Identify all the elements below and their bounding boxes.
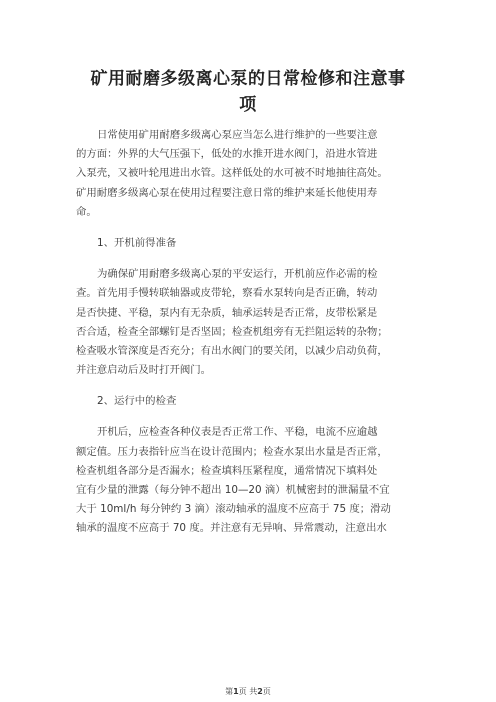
section-1-line: 是否快捷、平稳，泵内有无杂质，轴承运转是否正常，皮带松紧是 bbox=[76, 306, 378, 319]
footer-suffix: 页 bbox=[262, 687, 271, 696]
section-1-heading: 1、开机前得准备 bbox=[97, 236, 177, 249]
intro-line: 矿用耐磨多级离心泵在使用过程要注意日常的维护来延长他使用寿 bbox=[76, 186, 378, 199]
section-2-paragraph bbox=[76, 423, 436, 538]
section-2-line: 宜有少量的泄露（每分钟不超出 10—20 滴）机械密封的泄漏量不宜 bbox=[76, 484, 390, 496]
section-1-paragraph bbox=[76, 265, 436, 380]
section-2-heading: 2、运行中的检查 bbox=[97, 395, 177, 408]
intro-line: 命。 bbox=[76, 205, 97, 218]
intro-paragraph bbox=[76, 126, 436, 222]
section-1-line: 否合适，检查全部螺钉是否坚固；检查机组旁有无拦阻运转的杂物； bbox=[76, 325, 388, 338]
section-2-line: 轴承的温度不应高于 70 度。并注意有无异响、异常震动，注意出水 bbox=[76, 522, 387, 535]
section-2-line: 开机后，应检查各种仪表是否正常工作、平稳，电流不应逾越 bbox=[97, 426, 378, 439]
document-body bbox=[76, 126, 436, 539]
title-line-1: 矿用耐磨多级离心泵的日常检修和注意事 bbox=[90, 69, 406, 89]
section-2-line: 检查机组各部分是否漏水；检查填料压紧程度，通常情况下填料处 bbox=[76, 464, 378, 477]
document-title bbox=[60, 66, 436, 118]
current-page-number: 1 bbox=[233, 687, 239, 696]
section-1-line: 为确保矿用耐磨多级离心泵的平安运行，开机前应作必需的检 bbox=[97, 268, 378, 281]
section-1-line: 查。首先用手慢转联轴器或皮带轮，察看水泵转向是否正确，转动 bbox=[76, 287, 378, 300]
intro-line: 的方面：外界的大气压强下，低处的水推开进水阀门，沿进水管进 bbox=[76, 148, 378, 161]
section-1-line: 检查吸水管深度是否充分；有出水阀门的要关闭，以减少启动负荷， bbox=[76, 344, 388, 357]
section-1-line: 并注意启动后及时打开阀门。 bbox=[76, 364, 212, 377]
title-line-2: 项 bbox=[239, 95, 257, 115]
section-2-line: 额定值。压力表指针应当在设计范围内；检查水泵出水量是否正常， bbox=[76, 445, 388, 458]
footer-middle: 页 共 bbox=[238, 687, 258, 696]
section-2-line: 大于 10ml/h 每分钟约 3 滴）滚动轴承的温度不应高于 75 度；滑动 bbox=[76, 503, 391, 516]
intro-line: 入泵壳，又被叶轮甩进出水管。这样低处的水可被不时地抽往高处。 bbox=[76, 167, 388, 180]
footer-prefix: 第 bbox=[225, 687, 234, 696]
intro-line: 日常使用矿用耐磨多级离心泵应当怎么进行维护的一些要注意 bbox=[97, 129, 378, 141]
page-footer bbox=[0, 686, 496, 697]
total-page-number: 2 bbox=[257, 687, 263, 696]
